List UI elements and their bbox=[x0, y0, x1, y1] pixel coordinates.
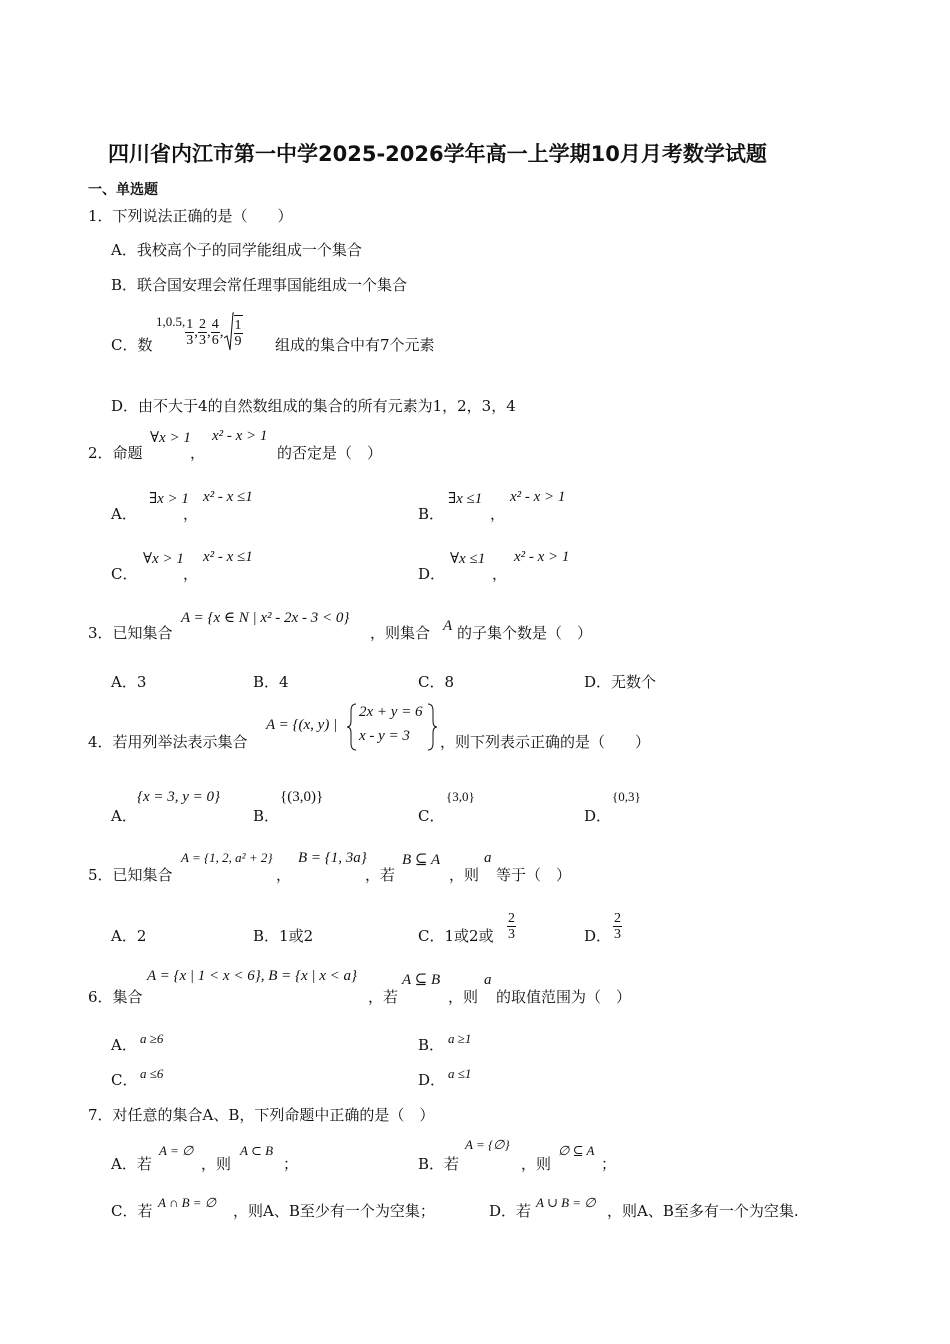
fraction-1-3: $\frac{1}{3}$ bbox=[186, 316, 194, 348]
q2-option-d-quantifier: ∀x ≤1 bbox=[450, 551, 486, 567]
q5-stem-prefix: 5．已知集合 bbox=[88, 866, 173, 884]
q2-quantifier: ∀x > 1 bbox=[150, 430, 191, 446]
q7-option-b-prefix: B．若 bbox=[418, 1155, 460, 1173]
q2-option-a-expression: x² - x ≤1 bbox=[203, 489, 253, 505]
q4-option-a-label: A． bbox=[111, 807, 137, 825]
q3-option-b: B．4 bbox=[253, 673, 289, 691]
q3-stem-middle: ，则集合 bbox=[370, 624, 431, 642]
q2-option-d-label: D． bbox=[418, 565, 446, 583]
q4-option-c-value: {3,0} bbox=[446, 789, 475, 804]
q1-option-c-label: C．数 bbox=[111, 336, 153, 354]
q7-option-b-condition: A = {∅} bbox=[465, 1137, 510, 1152]
q5-option-a: A．2 bbox=[111, 927, 147, 945]
q7-option-a-prefix: A．若 bbox=[111, 1155, 152, 1173]
q5-option-b: B．1或2 bbox=[253, 927, 314, 945]
q4-option-b-label: B． bbox=[253, 807, 280, 825]
right-brace-icon bbox=[427, 703, 437, 751]
q6-option-a-label: A． bbox=[111, 1036, 137, 1054]
q2-option-c-quantifier: ∀x > 1 bbox=[143, 551, 184, 567]
q6-condition: A ⊆ B bbox=[402, 972, 441, 988]
q7-option-c-condition: A ∩ B = ∅ bbox=[158, 1195, 217, 1210]
q2-option-a-label: A． bbox=[111, 505, 137, 523]
q5-set-b: B = {1, 3a} bbox=[298, 850, 367, 866]
q4-equation-1: 2x + y = 6 bbox=[359, 704, 423, 720]
q5-set-a: A = {1, 2, a² + 2} bbox=[181, 850, 273, 865]
q3-option-c: C．8 bbox=[418, 673, 455, 691]
fraction-denominator: 3 bbox=[508, 927, 515, 942]
q5-if: ，若 bbox=[365, 866, 396, 884]
q6-stem-prefix: 6．集合 bbox=[88, 988, 143, 1006]
q2-stem-prefix: 2．命题 bbox=[88, 444, 143, 462]
q2-option-a-quantifier: ∃x > 1 bbox=[149, 491, 189, 507]
q2-option-b-expression: x² - x > 1 bbox=[510, 489, 566, 505]
section-heading: 一、单选题 bbox=[88, 182, 158, 198]
q5-option-c-text: C．1或2或 bbox=[418, 927, 494, 945]
q1-option-b: B．联合国安理会常任理事国能组成一个集合 bbox=[111, 276, 408, 294]
q5-stem-suffix: 等于（ ） bbox=[496, 866, 572, 884]
q7-option-d-condition: A ∪ B = ∅ bbox=[536, 1195, 596, 1210]
q2-option-d-comma: ， bbox=[492, 565, 508, 583]
q6-option-b-label: B． bbox=[418, 1036, 445, 1054]
q4-option-d-value: {0,3} bbox=[612, 789, 641, 804]
q4-set-lhs: A = {(x, y) | bbox=[266, 717, 338, 733]
fraction-denominator: 3 bbox=[614, 927, 621, 942]
q1-option-a: A．我校高个子的同学能组成一个集合 bbox=[111, 241, 362, 259]
q3-set-name: A bbox=[443, 618, 453, 634]
q7-option-d-tail: ，则A、B至多有一个为空集. bbox=[607, 1202, 799, 1220]
q2-stem-suffix: 的否定是（ ） bbox=[277, 444, 383, 462]
q6-option-b-value: a ≥1 bbox=[448, 1031, 472, 1046]
q4-option-b-value: {(3,0)} bbox=[280, 789, 324, 805]
q3-stem-prefix: 3．已知集合 bbox=[88, 624, 173, 642]
q1-option-c-math: 1,0.5, $\frac{1}{3}$ , $\frac{2}{3}$ , $\frac{4}{6}$ , $\frac{1}{9}$ bbox=[156, 309, 243, 355]
q4-option-a-value: {x = 3, y = 0} bbox=[137, 789, 221, 805]
left-brace-icon bbox=[347, 703, 357, 751]
q6-option-d-value: a ≤1 bbox=[448, 1066, 472, 1081]
q1-option-c-tail: 组成的集合中有7个元素 bbox=[275, 336, 435, 354]
q7-option-a-conclusion: A ⊂ B bbox=[240, 1143, 274, 1158]
q7-option-b-then: ，则 bbox=[521, 1155, 552, 1173]
q4-option-c-label: C． bbox=[418, 807, 445, 825]
q7-option-b-end: ； bbox=[601, 1155, 617, 1173]
q6-if: ，若 bbox=[368, 988, 399, 1006]
q3-option-a: A．3 bbox=[111, 673, 147, 691]
q5-option-c-fraction bbox=[507, 911, 516, 942]
q1-number-list: 1,0.5, bbox=[156, 314, 186, 329]
q7-option-a-end: ； bbox=[283, 1155, 299, 1173]
q5-variable: a bbox=[484, 850, 492, 866]
q5-then: ，则 bbox=[449, 866, 480, 884]
q4-option-d-label: D． bbox=[584, 807, 612, 825]
q2-comma: ， bbox=[190, 444, 206, 462]
q5-option-d-label: D． bbox=[584, 927, 612, 945]
q1-option-d: D．由不大于4的自然数组成的集合的所有元素为1，2，3，4 bbox=[111, 397, 516, 415]
q2-option-d-expression: x² - x > 1 bbox=[514, 549, 570, 565]
q2-option-a-comma: ， bbox=[183, 505, 199, 523]
fraction-numerator: 2 bbox=[614, 911, 621, 926]
q2-expression: x² - x > 1 bbox=[212, 428, 268, 444]
q2-option-b-label: B． bbox=[418, 505, 445, 523]
q3-set-definition: A = {x ∈ N | x² - 2x - 3 < 0} bbox=[181, 610, 350, 626]
sqrt-1-9: $\frac{1}{9}$ bbox=[224, 312, 243, 352]
q4-equation-2: x - y = 3 bbox=[359, 728, 410, 744]
fraction-numerator: 2 bbox=[508, 911, 515, 926]
q6-variable: a bbox=[484, 972, 492, 988]
q7-option-b-conclusion: ∅ ⊆ A bbox=[558, 1143, 595, 1158]
q4-equation-system bbox=[347, 703, 439, 751]
q3-option-d: D．无数个 bbox=[584, 673, 657, 691]
q2-option-c-comma: ， bbox=[183, 565, 199, 583]
q6-stem-suffix: 的取值范围为（ ） bbox=[496, 988, 632, 1006]
q6-option-c-label: C． bbox=[111, 1071, 138, 1089]
q6-sets: A = {x | 1 < x < 6}, B = {x | x < a} bbox=[147, 968, 358, 984]
q6-option-d-label: D． bbox=[418, 1071, 446, 1089]
q7-option-c-prefix: C．若 bbox=[111, 1202, 153, 1220]
page-title: 四川省内江市第一中学2025-2026学年高一上学期10月月考数学试题 bbox=[108, 142, 767, 166]
q7-option-a-condition: A = ∅ bbox=[159, 1143, 194, 1158]
q7-option-a-then: ，则 bbox=[201, 1155, 232, 1173]
q5-option-d-fraction bbox=[613, 911, 622, 942]
q7-stem: 7．对任意的集合A、B，下列命题中正确的是（ ） bbox=[88, 1106, 435, 1124]
q1-stem: 1．下列说法正确的是（ ） bbox=[88, 207, 293, 225]
q6-option-c-value: a ≤6 bbox=[140, 1066, 164, 1081]
fraction-2-3: $\frac{2}{3}$ bbox=[199, 316, 206, 348]
q5-condition: B ⊆ A bbox=[402, 852, 441, 868]
q7-option-d-prefix: D．若 bbox=[489, 1202, 532, 1220]
q4-stem-prefix: 4．若用列举法表示集合 bbox=[88, 733, 248, 751]
q3-stem-suffix: 的子集个数是（ ） bbox=[457, 624, 593, 642]
fraction-4-6: $\frac{4}{6}$ bbox=[211, 316, 219, 348]
q4-stem-suffix: ，则下列表示正确的是（ ） bbox=[440, 733, 651, 751]
q2-option-c-expression: x² - x ≤1 bbox=[203, 549, 253, 565]
radical-sign-icon bbox=[224, 312, 234, 352]
q6-option-a-value: a ≥6 bbox=[140, 1031, 164, 1046]
q2-option-b-comma: ， bbox=[490, 505, 506, 523]
q7-option-c-tail: ，则A、B至少有一个为空集； bbox=[233, 1202, 435, 1220]
q6-then: ，则 bbox=[448, 988, 479, 1006]
q2-option-c-label: C． bbox=[111, 565, 138, 583]
q5-comma: ， bbox=[276, 866, 292, 884]
q2-option-b-quantifier: ∃x ≤1 bbox=[448, 491, 483, 507]
